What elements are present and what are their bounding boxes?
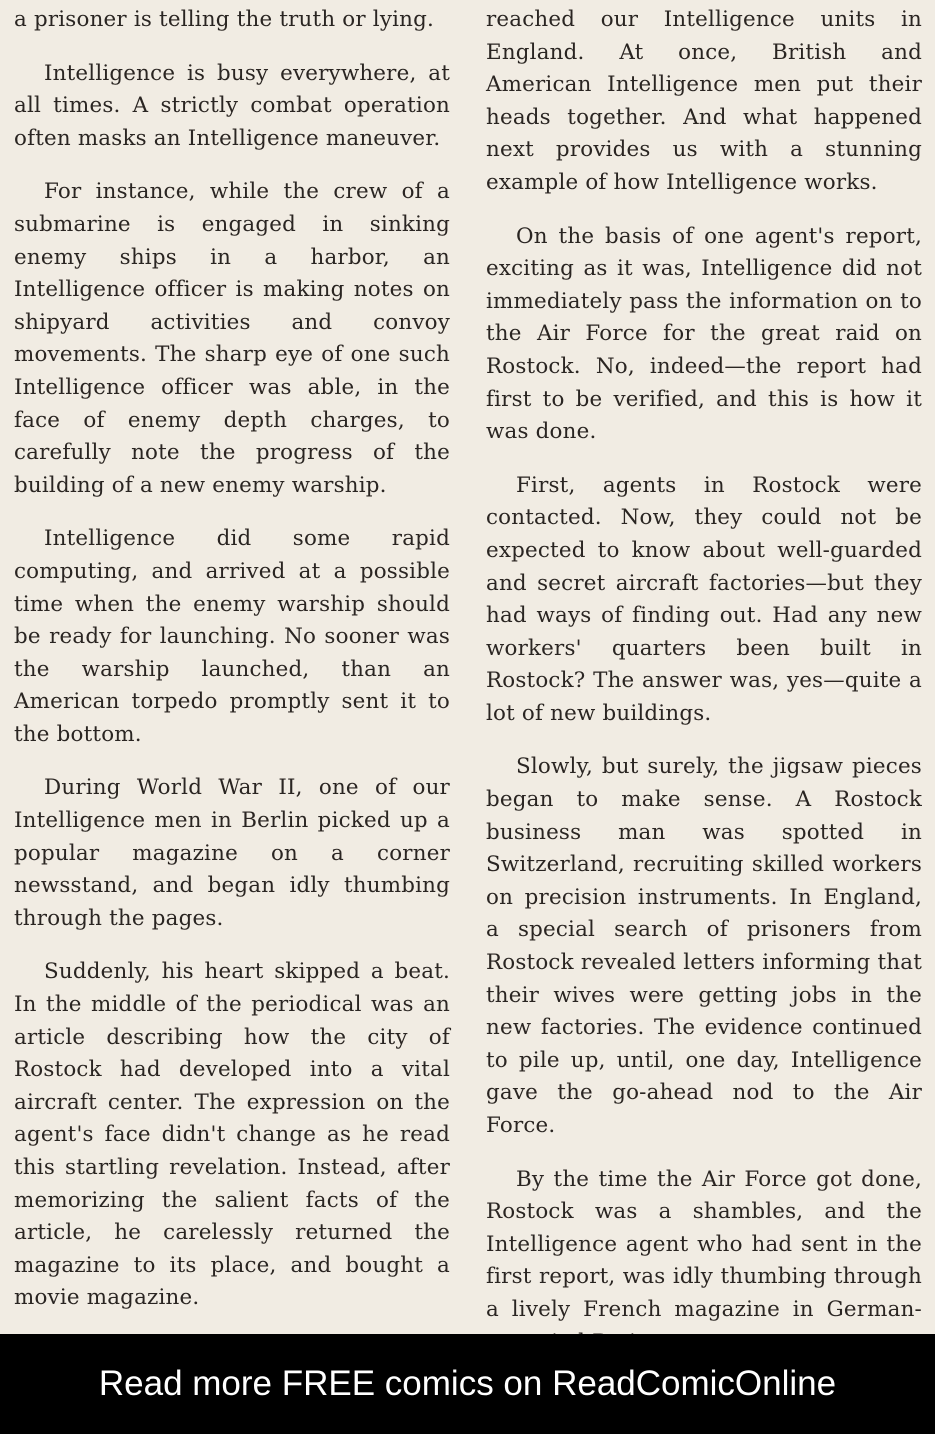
right-column (486, 4, 922, 1359)
paragraph: During World War II, one of our Intelligence men in Berlin picked up a popular magazine on a corner newsstand, and began idly thumbing through the pages. (14, 775, 450, 931)
paragraph: reached our Intelligence units in England. At once, British and American Intelligence men put their heads together. And what happened next provides us with a stunning example of how Intelligence works. (486, 7, 922, 195)
promo-banner-text[interactable]: Read more FREE comics on ReadComicOnline (98, 1364, 837, 1403)
paragraph: Suddenly, his heart skipped a beat. In the middle of the periodical was an article describing how the city of Rostock had developed into a vital aircraft center. The expression on the agent's face didn't change as he read this startling revelation. Instead, after memorizing the salient facts of the article, he carelessly returned the magazine to its place, and bought a movie magazine. (14, 959, 450, 1311)
paragraph: On the basis of one agent's report, exciting as it was, Intelligence did not immediately pass the information on to the Air Force for the great raid on Rostock. No, indeed—the report had first to be verified, and this is how it was done. (486, 223, 922, 445)
paragraph: For instance, while the crew of a submarine is engaged in sinking enemy ships in a harbor, an Intelligence officer is making notes on shipyard activities and convoy movements. The sharp eye of one such Intelligence officer was able, in the face of enemy depth charges, to carefully note the progress of the building of a new enemy warship. (14, 179, 450, 498)
paragraph: a prisoner is telling the truth or lying. (14, 7, 435, 32)
paragraph: Intelligence is busy everywhere, at all times. A strictly combat operation often masks an Intelligence maneuver. (14, 60, 450, 151)
left-column (14, 4, 450, 1369)
paragraph: Intelligence did some rapid computing, and arrived at a possible time when the enemy warship should be ready for launching. No sooner was the warship launched, than an American torpedo promptly sent it to the bottom. (14, 526, 450, 747)
promo-banner[interactable] (0, 1334, 935, 1434)
paragraph: Slowly, but surely, the jigsaw pieces began to make sense. A Rostock business man was spotted in Switzerland, recruiting skilled workers on precision instruments. In England, a special search of prisoners from Rostock revealed letters informing that their wives were getting jobs in the new factories. The evidence continued to pile up, until, one day, Intelligence gave the go-ahead nod to the Air Force. (486, 754, 922, 1138)
paragraph: By the time the Air Force got done, Rostock was a shambles, and the Intelligence agent who had sent in the first report, was idly thumbing through a lively French magazine in German- (486, 1166, 922, 1322)
paragraph: First, agents in Rostock were contacted. Now, they could not be expected to know about well-guarded and secret aircraft factories—but they had ways of finding out. Had any new workers' quarters been built in Rostock? The answer was, yes—quite a lot of new buildings. (486, 472, 922, 726)
